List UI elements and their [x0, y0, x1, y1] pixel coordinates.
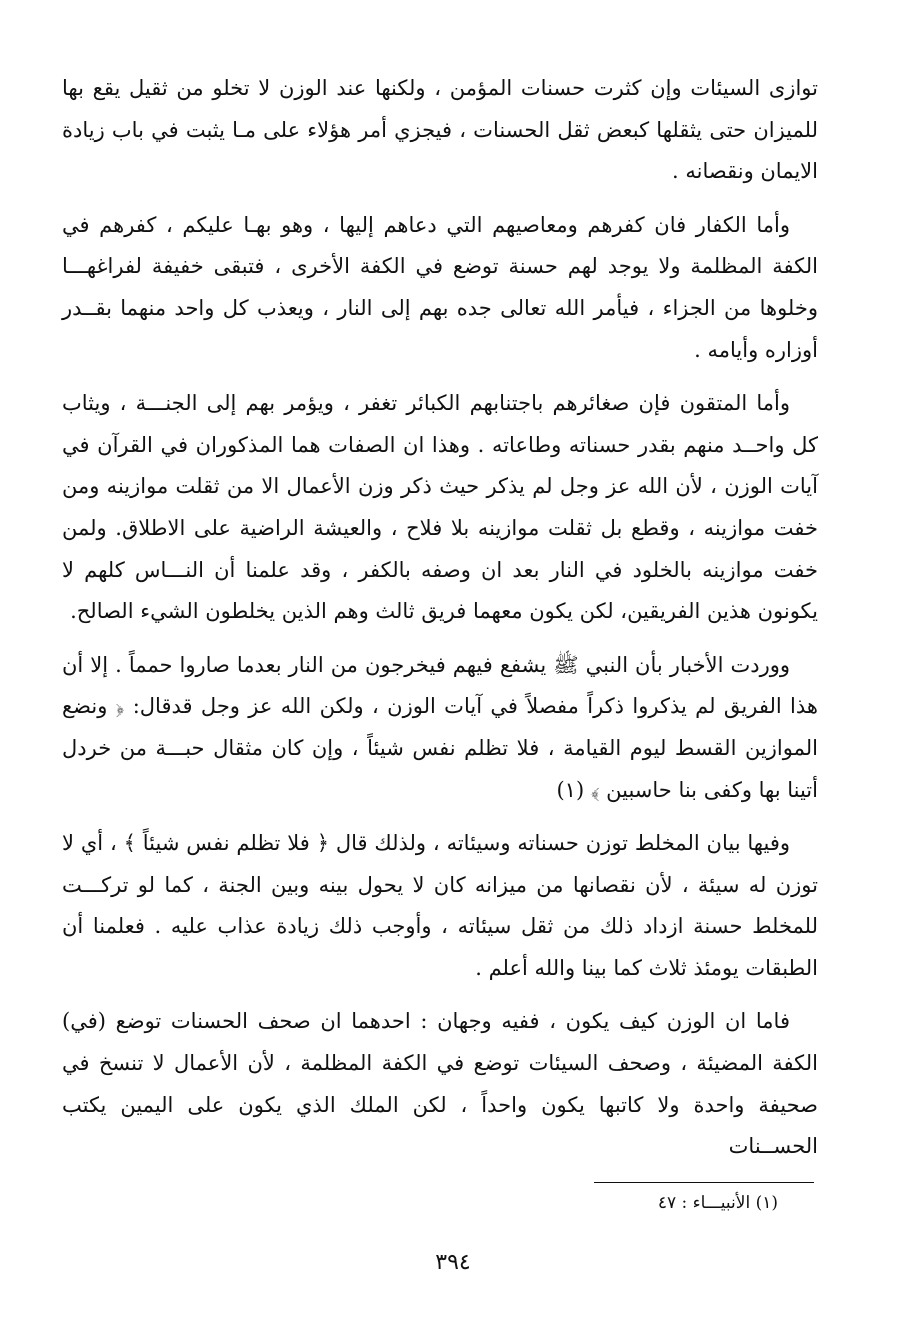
paragraph-5: وفيها بيان المخلط توزن حسناته وسيئاته ، ولذلك قال ﴿ فلا تظلم نفس شيئاً ﴾ ، أي لا توزن له سيئة ، لأن نقصانها من ميزانه كان لا يحول بينه وبين الجنة ، كما لو تركـــت للمخلط حسنة ازداد ذلك من ثقل سيئاته ، وأوجب ذلك زيادة عذاب عليه . فعلمنا أن الطبقات يومئذ ثلاث كما بينا والله أعلم . — [62, 831, 818, 980]
paragraph-3: وأما المتقون فإن صغائرهم باجتنابهم الكبائر تغفر ، ويؤمر بهم إلى الجنـــة ، ويثاب كل واحــد منهم بقدر حسناته وطاعاته . وهذا ان الصفات هما المذكوران في القرآن في آيات الوزن ، لأن الله عز وجل لم يذكر حيث ذكر وزن الأعمال الا من ثقلت موازينه ومن خفت موازينه ، وقطع بل ثقلت موازينه بلا فلاح ، والعيشة الراضية على الاطلاق. ولمن خفت موازينه بالخلود في النار بعد ان وصفه بالكفر ، وقد علمنا أن النـــاس كلهم لا يكونون هذين الفريقين، لكن يكون معهما فريق ثالث وهم الذين يخلطون الشيء الصالح. — [62, 391, 818, 624]
footnote-divider — [594, 1182, 814, 1183]
footnote: (١) الأنبيـــاء : ٤٧ — [657, 1193, 778, 1213]
page-body — [62, 68, 818, 1180]
paragraph-6: فاما ان الوزن كيف يكون ، ففيه وجهان : احدهما ان صحف الحسنات توضع (في) الكفة المضيئة ، وصحف السيئات توضع في الكفة المظلمة ، لأن الأعمال لا تنسخ في صحيفة واحدة ولا كاتبها يكون واحداً ، لكن الملك الذي يكون على اليمين يكتب الحســنات — [62, 1009, 818, 1159]
paragraph-1: توازى السيئات وإن كثرت حسنات المؤمن ، ولكنها عند الوزن لا تخلو من ثقيل يقع بها للميزان حتى يثقلها كبعض ثقل الحسنات ، فيجزي أمر هؤلاء على مـا يثبت في باب زيادة الايمان ونقصانه . — [62, 76, 818, 184]
page-number: ٣٩٤ — [435, 1250, 471, 1275]
paragraph-2: وأما الكفار فان كفرهم ومعاصيهم التي دعاهم إليها ، وهو بهـا عليكم ، كفرهم في الكفة المظلمة ولا يوجد لهم حسنة توضع في الكفة الأخرى ، فتبقى خفيفة لفراغهـــا وخلوها من الجزاء ، فيأمر الله تعالى جده بهم إلى النار ، ويعذب كل واحد منهما بقــدر أوزاره وأيامه . — [62, 212, 818, 362]
paragraph-4: ووردت الأخبار بأن النبي ﷺ يشفع فيهم فيخرجون من النار بعدما صاروا حمماً . إلا أن هذا الفريق لم يذكروا ذكراً مفصلاً في آيات الوزن ، ولكن الله عز وجل قدقال: ﴿ ونضع الموازين القسط ليوم القيامة ، فلا تظلم نفس شيئاً ، وإن كان مثقال حبـــة من خردل أتينا بها وكفى بنا حاسبين ﴾ (١) — [62, 652, 818, 802]
